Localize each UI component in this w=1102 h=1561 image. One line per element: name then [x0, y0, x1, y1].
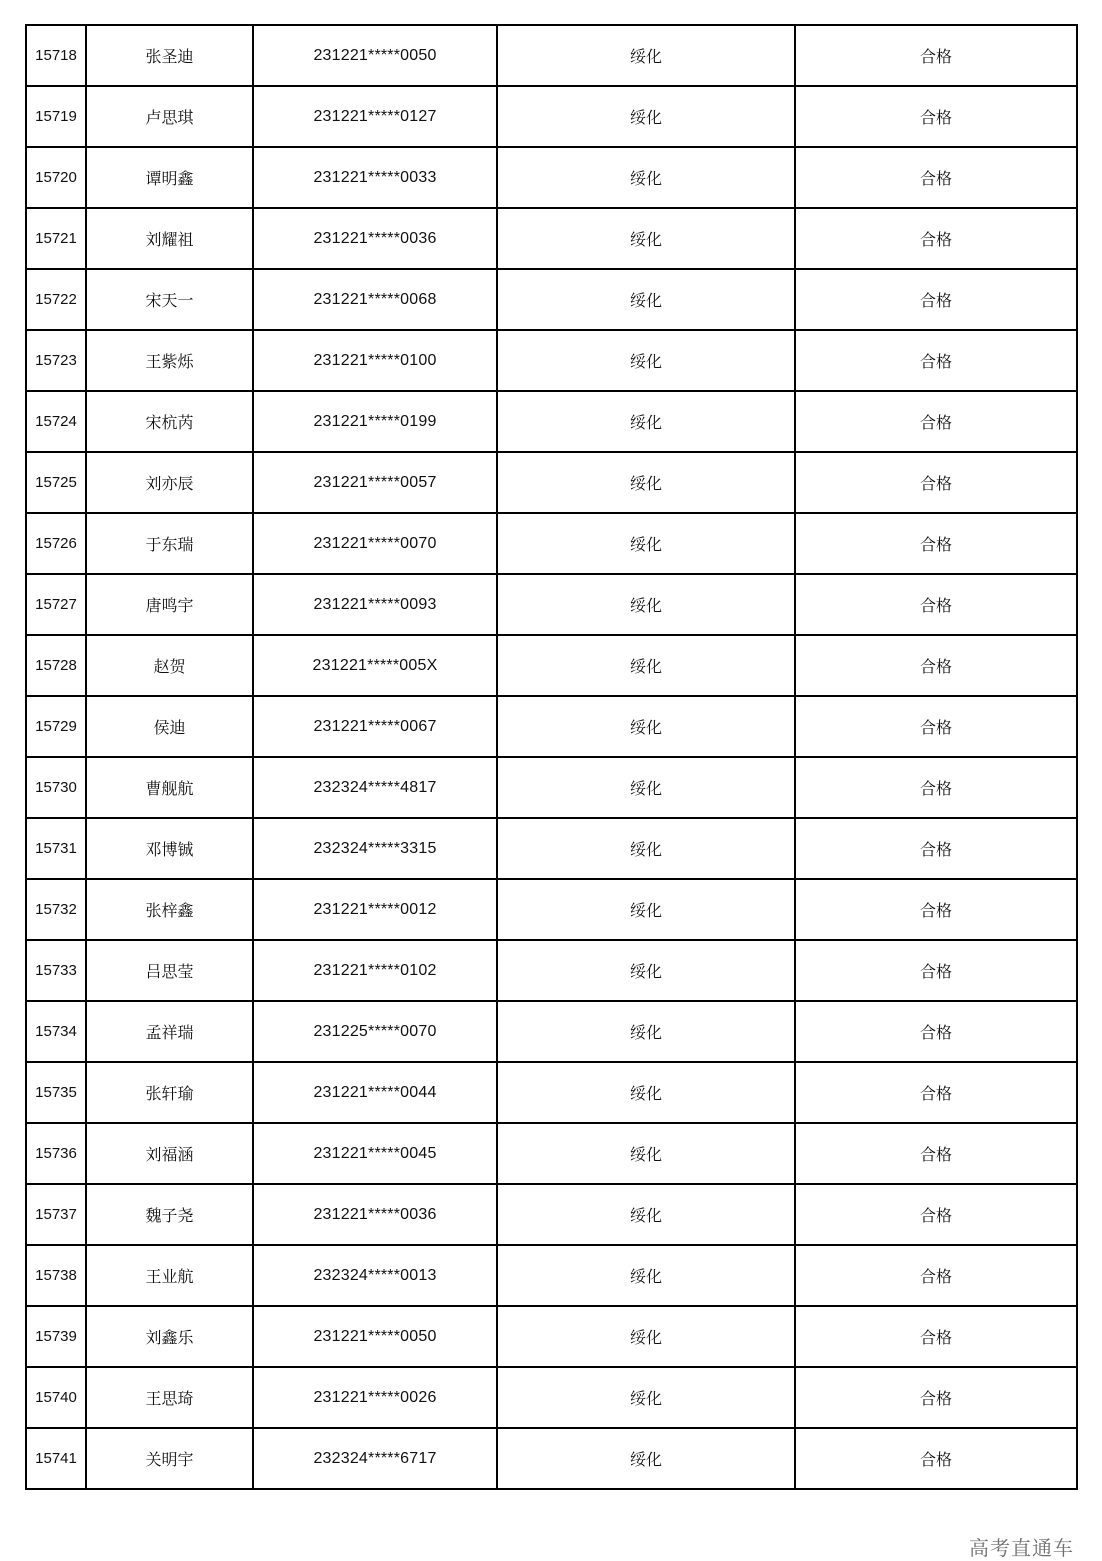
- region-cell: 绥化: [497, 1367, 795, 1428]
- table-row: [26, 1367, 1077, 1428]
- row-number-cell: 15734: [26, 1001, 86, 1062]
- row-number-cell: 15732: [26, 879, 86, 940]
- name-cell: 关明宇: [86, 1428, 253, 1489]
- table-row: [26, 696, 1077, 757]
- table-row: [26, 1123, 1077, 1184]
- result-cell: 合格: [795, 391, 1077, 452]
- name-cell: 于东瑞: [86, 513, 253, 574]
- name-cell: 王紫烁: [86, 330, 253, 391]
- table-row: [26, 879, 1077, 940]
- region-cell: 绥化: [497, 818, 795, 879]
- result-cell: 合格: [795, 818, 1077, 879]
- region-cell: 绥化: [497, 147, 795, 208]
- id-number-cell: 231221*****0067: [253, 696, 497, 757]
- id-number-cell: 231221*****0036: [253, 208, 497, 269]
- region-cell: 绥化: [497, 1184, 795, 1245]
- name-cell: 孟祥瑞: [86, 1001, 253, 1062]
- id-number-cell: 231221*****0102: [253, 940, 497, 1001]
- id-number-cell: 231221*****0050: [253, 1306, 497, 1367]
- row-number-cell: 15721: [26, 208, 86, 269]
- result-cell: 合格: [795, 208, 1077, 269]
- row-number-cell: 15726: [26, 513, 86, 574]
- result-cell: 合格: [795, 86, 1077, 147]
- id-number-cell: 231221*****0199: [253, 391, 497, 452]
- row-number-cell: 15739: [26, 1306, 86, 1367]
- table-row: [26, 269, 1077, 330]
- id-number-cell: 231221*****005X: [253, 635, 497, 696]
- results-table: [25, 24, 1078, 1490]
- table-row: [26, 330, 1077, 391]
- id-number-cell: 231221*****0036: [253, 1184, 497, 1245]
- id-number-cell: 231221*****0033: [253, 147, 497, 208]
- row-number-cell: 15728: [26, 635, 86, 696]
- name-cell: 刘鑫乐: [86, 1306, 253, 1367]
- row-number-cell: 15733: [26, 940, 86, 1001]
- name-cell: 侯迪: [86, 696, 253, 757]
- region-cell: 绥化: [497, 1306, 795, 1367]
- region-cell: 绥化: [497, 25, 795, 86]
- name-cell: 王思琦: [86, 1367, 253, 1428]
- result-cell: 合格: [795, 940, 1077, 1001]
- row-number-cell: 15737: [26, 1184, 86, 1245]
- id-number-cell: 231221*****0093: [253, 574, 497, 635]
- region-cell: 绥化: [497, 452, 795, 513]
- table-row: [26, 513, 1077, 574]
- region-cell: 绥化: [497, 269, 795, 330]
- table-row: [26, 757, 1077, 818]
- id-number-cell: 231221*****0050: [253, 25, 497, 86]
- row-number-cell: 15730: [26, 757, 86, 818]
- table-row: [26, 1306, 1077, 1367]
- name-cell: 王业航: [86, 1245, 253, 1306]
- name-cell: 谭明鑫: [86, 147, 253, 208]
- region-cell: 绥化: [497, 1123, 795, 1184]
- result-cell: 合格: [795, 1245, 1077, 1306]
- region-cell: 绥化: [497, 1001, 795, 1062]
- id-number-cell: 231221*****0127: [253, 86, 497, 147]
- id-number-cell: 231221*****0044: [253, 1062, 497, 1123]
- result-cell: 合格: [795, 1001, 1077, 1062]
- id-number-cell: 231221*****0026: [253, 1367, 497, 1428]
- id-number-cell: 231221*****0045: [253, 1123, 497, 1184]
- row-number-cell: 15731: [26, 818, 86, 879]
- row-number-cell: 15736: [26, 1123, 86, 1184]
- result-cell: 合格: [795, 757, 1077, 818]
- name-cell: 张梓鑫: [86, 879, 253, 940]
- name-cell: 赵贺: [86, 635, 253, 696]
- table-row: [26, 818, 1077, 879]
- region-cell: 绥化: [497, 1062, 795, 1123]
- table-row: [26, 25, 1077, 86]
- row-number-cell: 15719: [26, 86, 86, 147]
- name-cell: 唐鸣宇: [86, 574, 253, 635]
- table-row: [26, 635, 1077, 696]
- table-row: [26, 1062, 1077, 1123]
- table-row: [26, 1245, 1077, 1306]
- region-cell: 绥化: [497, 757, 795, 818]
- name-cell: 张轩瑜: [86, 1062, 253, 1123]
- region-cell: 绥化: [497, 391, 795, 452]
- results-table-body: [26, 25, 1077, 1489]
- result-cell: 合格: [795, 25, 1077, 86]
- name-cell: 邓博铖: [86, 818, 253, 879]
- row-number-cell: 15741: [26, 1428, 86, 1489]
- name-cell: 曹舰航: [86, 757, 253, 818]
- id-number-cell: 231221*****0100: [253, 330, 497, 391]
- table-row: [26, 1428, 1077, 1489]
- id-number-cell: 231221*****0070: [253, 513, 497, 574]
- row-number-cell: 15724: [26, 391, 86, 452]
- id-number-cell: 231221*****0068: [253, 269, 497, 330]
- name-cell: 宋天一: [86, 269, 253, 330]
- row-number-cell: 15738: [26, 1245, 86, 1306]
- region-cell: 绥化: [497, 574, 795, 635]
- result-cell: 合格: [795, 1062, 1077, 1123]
- table-row: [26, 452, 1077, 513]
- result-cell: 合格: [795, 1428, 1077, 1489]
- name-cell: 魏子尧: [86, 1184, 253, 1245]
- table-row: [26, 1001, 1077, 1062]
- row-number-cell: 15735: [26, 1062, 86, 1123]
- result-cell: 合格: [795, 452, 1077, 513]
- row-number-cell: 15725: [26, 452, 86, 513]
- table-row: [26, 147, 1077, 208]
- region-cell: 绥化: [497, 1245, 795, 1306]
- name-cell: 刘亦辰: [86, 452, 253, 513]
- table-row: [26, 574, 1077, 635]
- row-number-cell: 15722: [26, 269, 86, 330]
- row-number-cell: 15720: [26, 147, 86, 208]
- result-cell: 合格: [795, 635, 1077, 696]
- region-cell: 绥化: [497, 940, 795, 1001]
- region-cell: 绥化: [497, 635, 795, 696]
- name-cell: 吕思莹: [86, 940, 253, 1001]
- name-cell: 宋杭芮: [86, 391, 253, 452]
- region-cell: 绥化: [497, 696, 795, 757]
- table-row: [26, 940, 1077, 1001]
- row-number-cell: 15718: [26, 25, 86, 86]
- result-cell: 合格: [795, 1184, 1077, 1245]
- id-number-cell: 232324*****3315: [253, 818, 497, 879]
- row-number-cell: 15740: [26, 1367, 86, 1428]
- result-cell: 合格: [795, 513, 1077, 574]
- region-cell: 绥化: [497, 513, 795, 574]
- region-cell: 绥化: [497, 879, 795, 940]
- result-cell: 合格: [795, 147, 1077, 208]
- name-cell: 刘耀祖: [86, 208, 253, 269]
- id-number-cell: 231221*****0057: [253, 452, 497, 513]
- result-cell: 合格: [795, 574, 1077, 635]
- region-cell: 绥化: [497, 86, 795, 147]
- name-cell: 张圣迪: [86, 25, 253, 86]
- result-cell: 合格: [795, 1123, 1077, 1184]
- name-cell: 刘福涵: [86, 1123, 253, 1184]
- row-number-cell: 15723: [26, 330, 86, 391]
- region-cell: 绥化: [497, 1428, 795, 1489]
- result-cell: 合格: [795, 330, 1077, 391]
- table-row: [26, 391, 1077, 452]
- watermark-text: 高考直通车: [969, 1536, 1074, 1560]
- table-row: [26, 86, 1077, 147]
- id-number-cell: 232324*****6717: [253, 1428, 497, 1489]
- result-cell: 合格: [795, 269, 1077, 330]
- id-number-cell: 232324*****4817: [253, 757, 497, 818]
- row-number-cell: 15727: [26, 574, 86, 635]
- region-cell: 绥化: [497, 208, 795, 269]
- result-cell: 合格: [795, 1367, 1077, 1428]
- region-cell: 绥化: [497, 330, 795, 391]
- result-cell: 合格: [795, 696, 1077, 757]
- id-number-cell: 231225*****0070: [253, 1001, 497, 1062]
- result-cell: 合格: [795, 879, 1077, 940]
- name-cell: 卢思琪: [86, 86, 253, 147]
- table-row: [26, 1184, 1077, 1245]
- id-number-cell: 231221*****0012: [253, 879, 497, 940]
- table-row: [26, 208, 1077, 269]
- row-number-cell: 15729: [26, 696, 86, 757]
- result-cell: 合格: [795, 1306, 1077, 1367]
- id-number-cell: 232324*****0013: [253, 1245, 497, 1306]
